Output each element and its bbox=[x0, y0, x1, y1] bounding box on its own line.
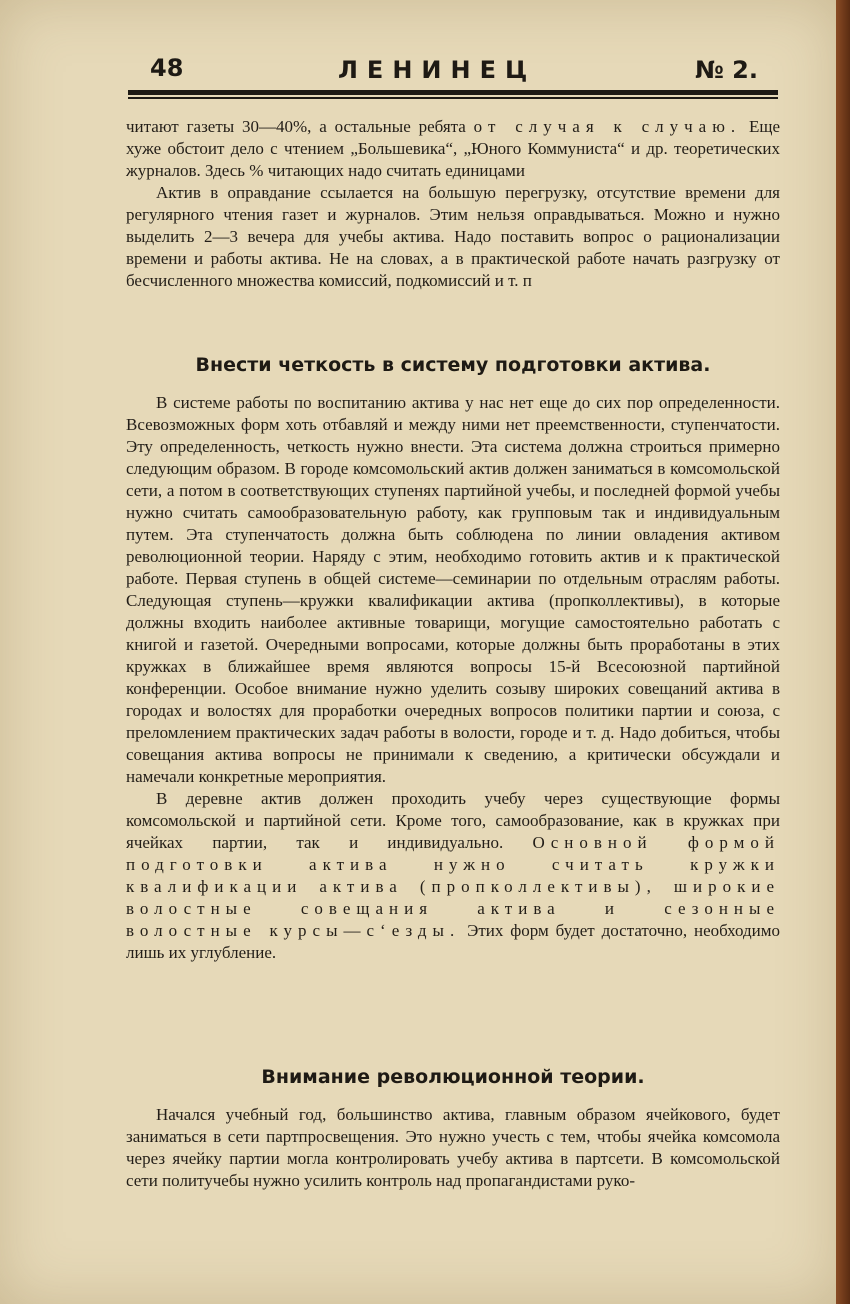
intro-block bbox=[126, 116, 780, 292]
section2-paragraph-1: Начался учебный год, большинство актива, главным образом ячейкового, будет заниматься в сети партпросвещения. Это нужно учесть с тем, чтобы ячейка комсомола через ячейку партии могла контролировать учебу актива в партсети. В комсомольской сети политучебы нужно усилить контроль над пропагандистами руко- bbox=[126, 1105, 780, 1190]
page-number: 48 bbox=[150, 54, 184, 82]
intro-paragraph-1 bbox=[126, 116, 780, 182]
page-header bbox=[128, 52, 778, 92]
section1-p2-text-a: В деревне актив должен проходить учебу через существующие формы комсомольской и партийной сети. Кроме того, самообразование, как в кружках при ячейках партии, так и индивидуально. bbox=[126, 789, 780, 852]
section-heading-1: Внести четкость в систему подготовки актива. bbox=[195, 354, 711, 376]
header-rule-thin bbox=[128, 97, 778, 99]
intro-text-c: Еще хуже обстоит дело с чтением „Большевика“, „Юного Коммуниста“ и др. теоретических журналов. Здесь % читающих надо считать единицами bbox=[126, 117, 780, 180]
publication-title: ЛЕНИНЕЦ bbox=[338, 56, 537, 84]
section2-body bbox=[126, 1104, 780, 1192]
section-heading-2: Внимание революционной теории. bbox=[261, 1066, 645, 1088]
section1-body bbox=[126, 392, 780, 964]
section1-paragraph-1: В системе работы по воспитанию актива у нас нет еще до сих пор определенности. Всевозможных форм хоть отбавляй и между ними нет преемственности, ступенчатости. Эту определенность, четкость нужно внести. Эта система должна строиться примерно следующим образом. В городе комсомольский актив должен заниматься в комсомольской сети, а потом в соответствующих ступенях партийной учебы, и последней формой учебы нужно считать самообразовательную работу, как групповым так и индивидуальным путем. Эта ступенчатость должна быть соблюдена по линии овладения активом революционной теории. Наряду с этим, необходимо готовить актив и к практической работе. Первая ступень в общей системе—семинарии по отдельным отраслям работы. Следующая ступень—кружки квалификации актива (пропколлективы), в которые должны входить наиболее активные товарищи, могущие самостоятельно работать с книгой и газетой. Очередными вопросами, которые должны быть проработаны в этих кружках в ближайшее время являются вопросы 15-й Всесоюзной партийной конференции. Особое внимание нужно уделить созыву широких совещаний актива в городах и волостях для проработки очередных вопросов политики партии и союза, с преломлением практических задач работы в волости, городе и т. д. Надо добиться, чтобы совещания актива вопросы не принимали к сведению, а критически обсуждали и намечали конкретные мероприятия. bbox=[126, 393, 780, 786]
intro-text-a: читают газеты 30—40%, а остальные ребята bbox=[126, 117, 474, 136]
binding-edge bbox=[836, 0, 850, 1304]
intro-text-spaced: от случая к случаю. bbox=[473, 117, 742, 136]
intro-paragraph-2: Актив в оправдание ссылается на большую перегрузку, отсутствие времени для регулярного чтения газет и журналов. Этим нельзя оправдываться. Можно и нужно выделить 2—3 вечера для учебы актива. Надо поставить вопрос о рационализации времени и работы актива. Не на словах, а в практической работе начать разгрузку от бесчисленного множества комиссий, подкомиссий и т. п bbox=[126, 183, 780, 290]
section1-paragraph-2 bbox=[126, 788, 780, 964]
issue-number: № 2. bbox=[694, 56, 758, 84]
section1-p2-text-c: Этих форм будет достаточно, необходимо лишь их углубление. bbox=[126, 921, 780, 962]
section1-p2-spaced: Основной формой подготовки актива нужно считать кружки квалификации актива (пропколлективы), широкие волостные совещания актива и сезонные волостные курсы—с‘езды. bbox=[126, 833, 780, 940]
header-rule-thick bbox=[128, 90, 778, 95]
